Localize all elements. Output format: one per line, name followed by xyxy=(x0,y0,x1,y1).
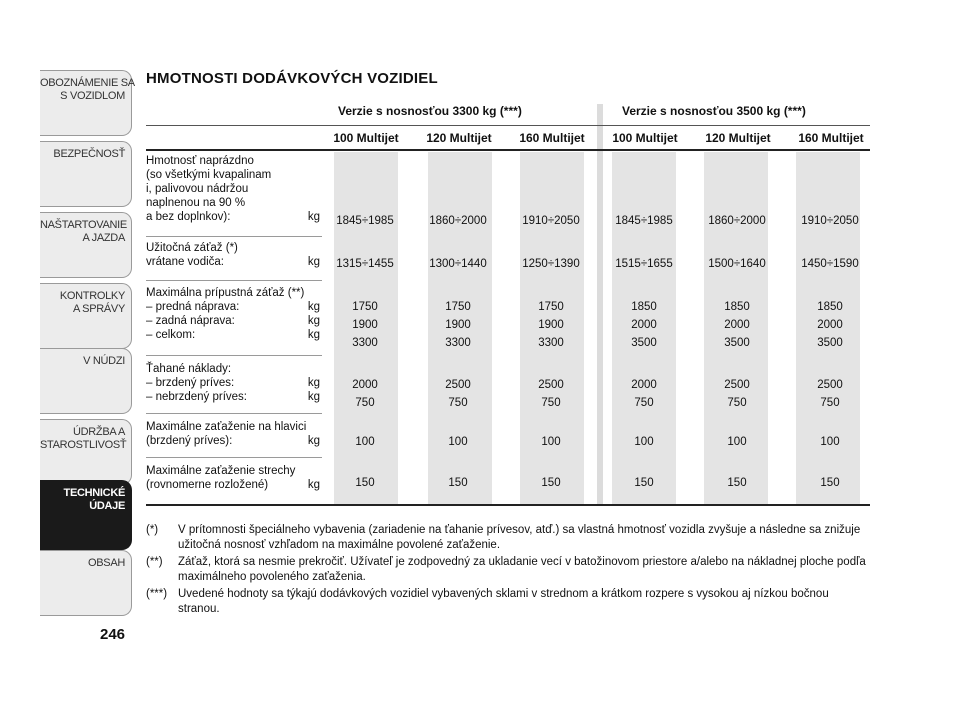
version-header-3500: Verzie s nosnosťou 3500 kg (***) xyxy=(622,104,806,118)
column-header: 120 Multijet xyxy=(705,131,771,145)
table-cell: 1910÷2050 xyxy=(522,215,580,227)
table-cell: 150 xyxy=(727,477,747,489)
cell-value: 1900 xyxy=(352,319,378,331)
footnote-text: Záťaž, ktorá sa nesmie prekročiť. Užívateľ je zodpovedný za ukladanie vecí v batožinovom priestore a/alebo na nákladnej ploche podľa maximálneho povoleného zaťaženia. xyxy=(178,556,866,583)
sidebar-tab-label: V NÚDZI xyxy=(83,355,125,367)
label-line xyxy=(146,420,320,434)
label-text: – celkom: xyxy=(146,329,196,341)
cell-value: 2000 xyxy=(724,319,750,331)
page-number: 246 xyxy=(100,626,126,643)
sidebar-tab-label: A SPRÁVY xyxy=(72,303,125,315)
table-cell: 1860÷2000 xyxy=(708,215,766,227)
sidebar-tab-label: OBSAH xyxy=(87,557,125,569)
sidebar-tab[interactable] xyxy=(40,550,132,616)
table-cell xyxy=(418,376,498,412)
table-cell: 150 xyxy=(355,477,375,489)
table-cell: 150 xyxy=(448,477,468,489)
table-cell: 1910÷2050 xyxy=(801,215,859,227)
sidebar-tab[interactable] xyxy=(40,480,132,550)
sidebar-tab-label: OBOZNÁMENIE SA xyxy=(40,77,135,89)
label-line xyxy=(146,328,320,342)
table-cell: 150 xyxy=(634,477,654,489)
footnotes xyxy=(146,523,866,619)
row-separator xyxy=(146,280,322,281)
footnote-mark: (*) xyxy=(146,524,159,536)
label-text: (so všetkými kvapalinam xyxy=(146,169,272,181)
column-header: 160 Multijet xyxy=(519,131,585,145)
label-line xyxy=(146,390,320,404)
label-line xyxy=(146,362,320,376)
table-cell xyxy=(697,298,777,352)
cell-value: 1850 xyxy=(817,301,843,313)
label-text: Maximálna prípustná záťaž (**) xyxy=(146,287,305,299)
table-cell xyxy=(325,298,405,352)
footnote-mark: (**) xyxy=(146,556,163,568)
table-cell xyxy=(604,376,684,412)
version-divider xyxy=(597,104,603,504)
unit-text: kg xyxy=(307,329,320,341)
cell-value: 750 xyxy=(541,397,561,409)
label-text: (rovnomerne rozložené) xyxy=(146,479,269,491)
label-text: Maximálne zaťaženie strechy xyxy=(146,465,296,477)
table-cell xyxy=(790,376,870,412)
label-text: vrátane vodiča: xyxy=(146,256,224,268)
column-header: 160 Multijet xyxy=(798,131,864,145)
cell-value: 750 xyxy=(727,397,747,409)
table-cell xyxy=(511,376,591,412)
row-label xyxy=(146,420,320,448)
table-cell: 1845÷1985 xyxy=(336,215,394,227)
table-cell: 100 xyxy=(541,436,561,448)
row-separator xyxy=(146,355,322,356)
cell-value: 3300 xyxy=(538,337,564,349)
sidebar-tab-label: NAŠTARTOVANIE xyxy=(40,219,127,231)
table-cell: 150 xyxy=(820,477,840,489)
row-label xyxy=(146,286,320,342)
unit-text: kg xyxy=(307,391,320,403)
footnote-text: Uvedené hodnoty sa týkajú dodávkových vozidiel vybavených sklami v strednom a krátkom rozpere s vysokou aj nízkou bočnou stranou. xyxy=(178,588,829,615)
sidebar-tab-label: ÚDRŽBA A xyxy=(72,426,125,438)
cell-value: 750 xyxy=(634,397,654,409)
footnote xyxy=(146,555,866,585)
sidebar-tab-label: BEZPEČNOSŤ xyxy=(53,148,125,160)
header-rule xyxy=(146,149,870,151)
table-cell: 1315÷1455 xyxy=(336,258,394,270)
label-text: (brzdený príves): xyxy=(146,435,233,447)
sidebar-tab[interactable] xyxy=(40,70,135,136)
label-text: i, palivovou nádržou xyxy=(146,183,249,195)
cell-value: 1850 xyxy=(724,301,750,313)
row-separator xyxy=(146,236,322,237)
sidebar-tab[interactable] xyxy=(40,212,132,278)
label-text: – brzdený príves: xyxy=(146,377,235,389)
cell-value: 750 xyxy=(448,397,468,409)
table-cell: 1515÷1655 xyxy=(615,258,673,270)
unit-text: kg xyxy=(307,315,320,327)
label-line xyxy=(146,314,320,328)
unit-text: kg xyxy=(307,211,320,223)
cell-value: 1750 xyxy=(445,301,471,313)
label-line xyxy=(146,182,320,196)
cell-value: 1900 xyxy=(445,319,471,331)
sidebar-tab-label: S VOZIDLOM xyxy=(60,90,125,102)
row-label xyxy=(146,241,320,269)
unit-text: kg xyxy=(307,377,320,389)
unit-text: kg xyxy=(307,301,320,313)
row-label xyxy=(146,154,320,224)
cell-value: 3300 xyxy=(445,337,471,349)
cell-value: 3300 xyxy=(352,337,378,349)
label-text: – zadná náprava: xyxy=(146,315,235,327)
cell-value: 2500 xyxy=(817,379,843,391)
cell-value: 2000 xyxy=(352,379,378,391)
label-line xyxy=(146,241,320,255)
table-cell: 100 xyxy=(820,436,840,448)
table-cell: 100 xyxy=(355,436,375,448)
label-text: a bez doplnkov): xyxy=(146,211,231,223)
label-line xyxy=(146,464,320,478)
table-cell xyxy=(325,376,405,412)
unit-text: kg xyxy=(307,435,320,447)
label-text: Hmotnosť naprázdno xyxy=(146,155,254,167)
cell-value: 2000 xyxy=(817,319,843,331)
label-text: naplnenou na 90 % xyxy=(146,197,246,209)
footnote-text: V prítomnosti špeciálneho vybavenia (zariadenie na ťahanie prívesov, atď.) sa vlastná hmotnosť vozidla zvyšuje a následne sa znižuje užitočná nosnosť vzhľadom na maximálne povolené zaťaženie. xyxy=(178,524,861,551)
label-line xyxy=(146,210,320,224)
row-separator xyxy=(146,413,322,414)
table-cell: 1500÷1640 xyxy=(708,258,766,270)
sidebar-tab[interactable] xyxy=(40,348,132,414)
sidebar-tab[interactable] xyxy=(40,141,132,207)
label-line xyxy=(146,196,320,210)
label-line xyxy=(146,154,320,168)
sidebar-tab[interactable] xyxy=(40,283,132,349)
label-text: Maximálne zaťaženie na hlavici xyxy=(146,421,307,433)
cell-value: 3500 xyxy=(631,337,657,349)
unit-text: kg xyxy=(307,479,320,491)
label-line xyxy=(146,434,320,448)
table-cell: 100 xyxy=(727,436,747,448)
cell-value: 2500 xyxy=(724,379,750,391)
label-text: – predná náprava: xyxy=(146,301,240,313)
cell-value: 750 xyxy=(820,397,840,409)
sidebar-tab[interactable] xyxy=(40,419,132,485)
footnote-mark: (***) xyxy=(146,588,168,600)
cell-value: 3500 xyxy=(724,337,750,349)
table-cell: 1450÷1590 xyxy=(801,258,859,270)
label-text: Užitočná záťaž (*) xyxy=(146,242,238,254)
label-line xyxy=(146,255,320,269)
cell-value: 2000 xyxy=(631,379,657,391)
row-separator xyxy=(146,457,322,458)
sidebar-tab-label: STAROSTLIVOSŤ xyxy=(40,439,127,451)
sidebar-tab-label: ÚDAJE xyxy=(89,500,125,512)
cell-value: 2500 xyxy=(538,379,564,391)
table-cell: 1250÷1390 xyxy=(522,258,580,270)
label-line xyxy=(146,300,320,314)
table-cell xyxy=(697,376,777,412)
cell-value: 1750 xyxy=(538,301,564,313)
header-rule-top xyxy=(146,125,870,126)
page-title: HMOTNOSTI DODÁVKOVÝCH VOZIDIEL xyxy=(146,70,438,87)
label-line xyxy=(146,376,320,390)
column-header: 100 Multijet xyxy=(333,131,399,145)
cell-value: 750 xyxy=(355,397,375,409)
table-cell: 100 xyxy=(634,436,654,448)
table-cell xyxy=(604,298,684,352)
table-cell xyxy=(790,298,870,352)
table-bottom-rule xyxy=(146,504,870,506)
table-cell xyxy=(418,298,498,352)
table-cell: 100 xyxy=(448,436,468,448)
cell-value: 2000 xyxy=(631,319,657,331)
label-line xyxy=(146,168,320,182)
label-text: Ťahané náklady: xyxy=(146,363,232,375)
sidebar-tab-label: KONTROLKY xyxy=(59,290,125,302)
row-label xyxy=(146,464,320,492)
table-cell: 150 xyxy=(541,477,561,489)
table-cell: 1300÷1440 xyxy=(429,258,487,270)
cell-value: 2500 xyxy=(445,379,471,391)
cell-value: 3500 xyxy=(817,337,843,349)
unit-text: kg xyxy=(307,256,320,268)
cell-value: 1750 xyxy=(352,301,378,313)
column-header: 100 Multijet xyxy=(612,131,678,145)
table-cell: 1860÷2000 xyxy=(429,215,487,227)
footnote xyxy=(146,587,866,617)
column-header: 120 Multijet xyxy=(426,131,492,145)
sidebar-tab-label: A JAZDA xyxy=(82,232,125,244)
version-header-3300: Verzie s nosnosťou 3300 kg (***) xyxy=(338,104,522,118)
table-cell xyxy=(511,298,591,352)
cell-value: 1900 xyxy=(538,319,564,331)
label-line xyxy=(146,478,320,492)
cell-value: 1850 xyxy=(631,301,657,313)
table-cell: 1845÷1985 xyxy=(615,215,673,227)
label-line xyxy=(146,286,320,300)
sidebar-tab-label: TECHNICKÉ xyxy=(63,487,125,499)
footnote xyxy=(146,523,866,553)
label-text: – nebrzdený príves: xyxy=(146,391,248,403)
row-label xyxy=(146,362,320,404)
